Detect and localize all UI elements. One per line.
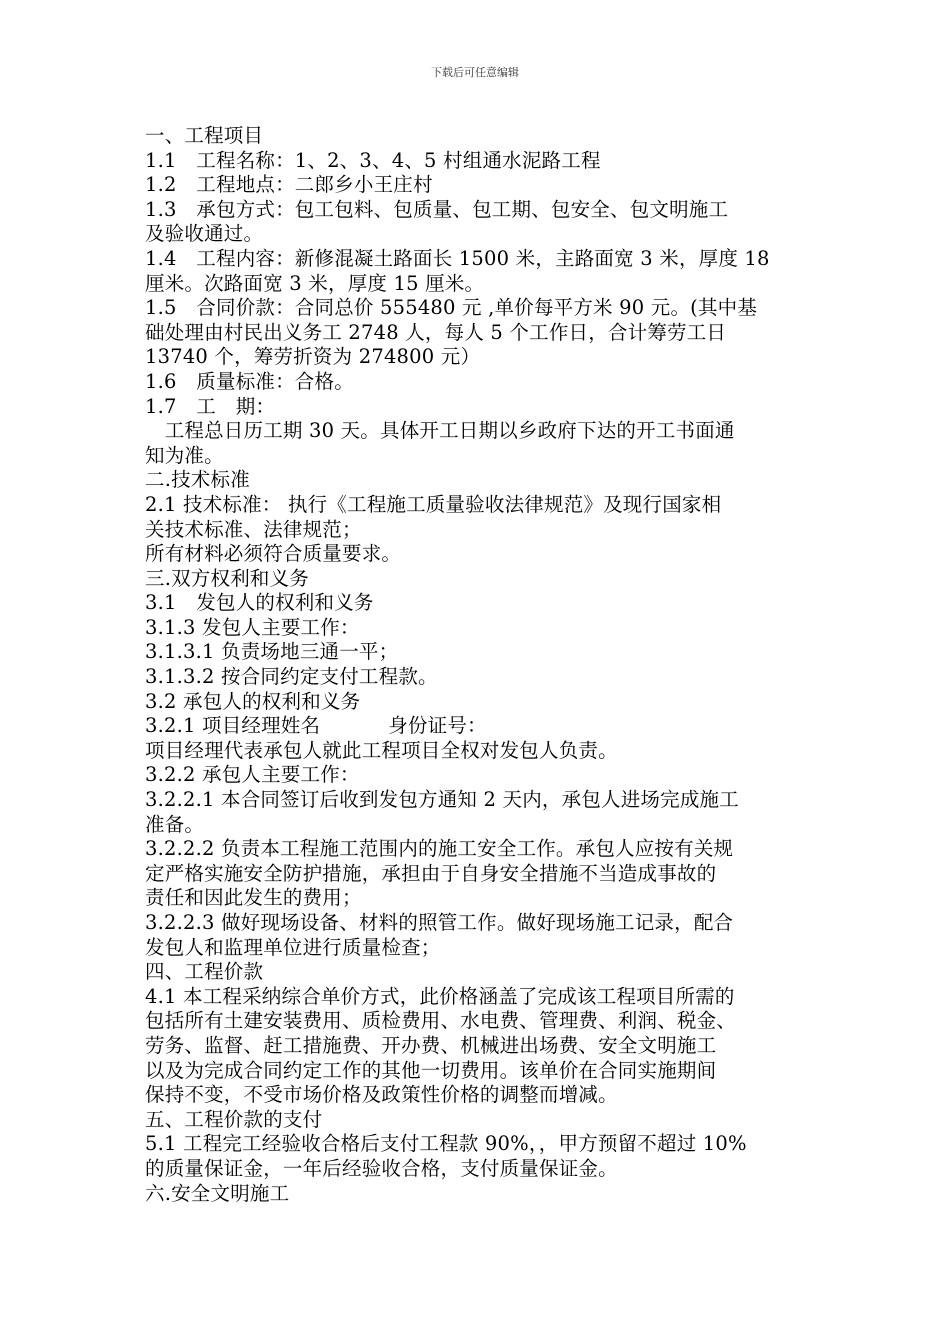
section-heading: 二.技术标准	[145, 468, 250, 492]
text-line: 1.2 工程地点：二郎乡小王庄村	[145, 173, 433, 197]
page-header-note: 下载后可任意编辑	[431, 66, 519, 79]
text-line: 发包人和监理单位进行质量检查；	[145, 935, 441, 959]
text-line: 所有材料必须符合质量要求。	[145, 542, 402, 566]
manager-id-label: 身份证号：	[388, 714, 487, 738]
text-line: 1.7 工 期：	[145, 394, 276, 418]
text-line: 3.1 发包人的权利和义务	[145, 591, 374, 615]
manager-name-label: 3.2.1 项目经理姓名	[145, 714, 321, 738]
text-line: 2.1 技术标准： 执行《工程施工质量验收法律规范》及现行国家相	[145, 492, 722, 516]
text-line: 1.6 质量标准：合格。	[145, 369, 354, 393]
section-heading: 五、工程价款的支付	[145, 1107, 323, 1131]
text-line: 准备。	[145, 812, 205, 836]
text-line: 工程总日历工期 30 天。具体开工日期以乡政府下达的开工书面通	[145, 419, 735, 443]
contract-body	[145, 124, 815, 1206]
text-line: 劳务、监督、赶工措施费、开办费、机械进出场费、安全文明施工	[145, 1033, 717, 1057]
text-line: 3.1.3.1 负责场地三通一平；	[145, 640, 399, 664]
text-line: 13740 个，筹劳折资为 274800 元）	[145, 345, 481, 369]
text-line: 础处理由村民出义务工 2748 人，每人 5 个工作日，合计筹劳工日	[145, 320, 727, 344]
text-line: 5.1 工程完工经验收合格后支付工程款 90%，，甲方预留不超过 10%	[145, 1132, 747, 1156]
text-line: 项目经理代表承包人就此工程项目全权对发包人负责。	[145, 738, 618, 762]
text-line: 1.4 工程内容：新修混凝土路面长 1500 米，主路面宽 3 米，厚度 18	[145, 246, 770, 270]
text-line: 1.5 合同价款：合同总价 555480 元 ,单价每平方米 90 元。(其中基	[145, 296, 758, 320]
text-line: 及验收通过。	[145, 222, 264, 246]
text-line: 1.3 承包方式：包工包料、包质量、包工期、包安全、包文明施工	[145, 197, 729, 221]
text-line: 4.1 本工程采纳综合单价方式，此价格涵盖了完成该工程项目所需的	[145, 984, 735, 1008]
text-line: 3.2 承包人的权利和义务	[145, 689, 361, 713]
text-line: 3.2.2.1 本合同签订后收到发包方通知 2 天内，承包人进场完成施工	[145, 788, 739, 812]
text-line: 3.1.3 发包人主要工作：	[145, 615, 360, 639]
section-heading: 一、工程项目	[145, 124, 264, 147]
text-line: 厘米。次路面宽 3 米，厚度 15 厘米。	[145, 271, 485, 295]
text-line: 3.1.3.2 按合同约定支付工程款。	[145, 665, 438, 689]
text-line: 关技术标准、法律规范；	[145, 517, 362, 541]
text-line: 包括所有土建安装费用、质检费用、水电费、管理费、利润、税金、	[145, 1009, 737, 1033]
text-line: 的质量保证金，一年后经验收合格，支付质量保证金。	[145, 1156, 618, 1180]
manager-info-line	[145, 714, 815, 739]
text-line: 3.2.2.2 负责本工程施工范围内的施工安全工作。承包人应按有关规	[145, 837, 734, 861]
text-line: 3.2.2 承包人主要工作：	[145, 763, 360, 787]
text-line: 保持不变，不受市场价格及政策性价格的调整而增减。	[145, 1083, 618, 1107]
section-heading: 六.安全文明施工	[145, 1181, 290, 1205]
section-heading: 三.双方权利和义务	[145, 566, 309, 590]
text-line: 责任和因此发生的费用；	[145, 886, 362, 910]
text-line: 3.2.2.3 做好现场设备、材料的照管工作。做好现场施工记录，配合	[145, 911, 734, 934]
text-line: 1.1 工程名称：1、2、3、4、5 村组通水泥路工程	[145, 148, 601, 172]
text-line: 定严格实施安全防护措施，承担由于自身安全措施不当造成事故的	[145, 861, 717, 885]
section-heading: 四、工程价款	[145, 960, 264, 984]
text-line: 知为准。	[145, 443, 224, 467]
text-line: 以及为完成合同约定工作的其他一切费用。该单价在合同实施期间	[145, 1058, 717, 1082]
